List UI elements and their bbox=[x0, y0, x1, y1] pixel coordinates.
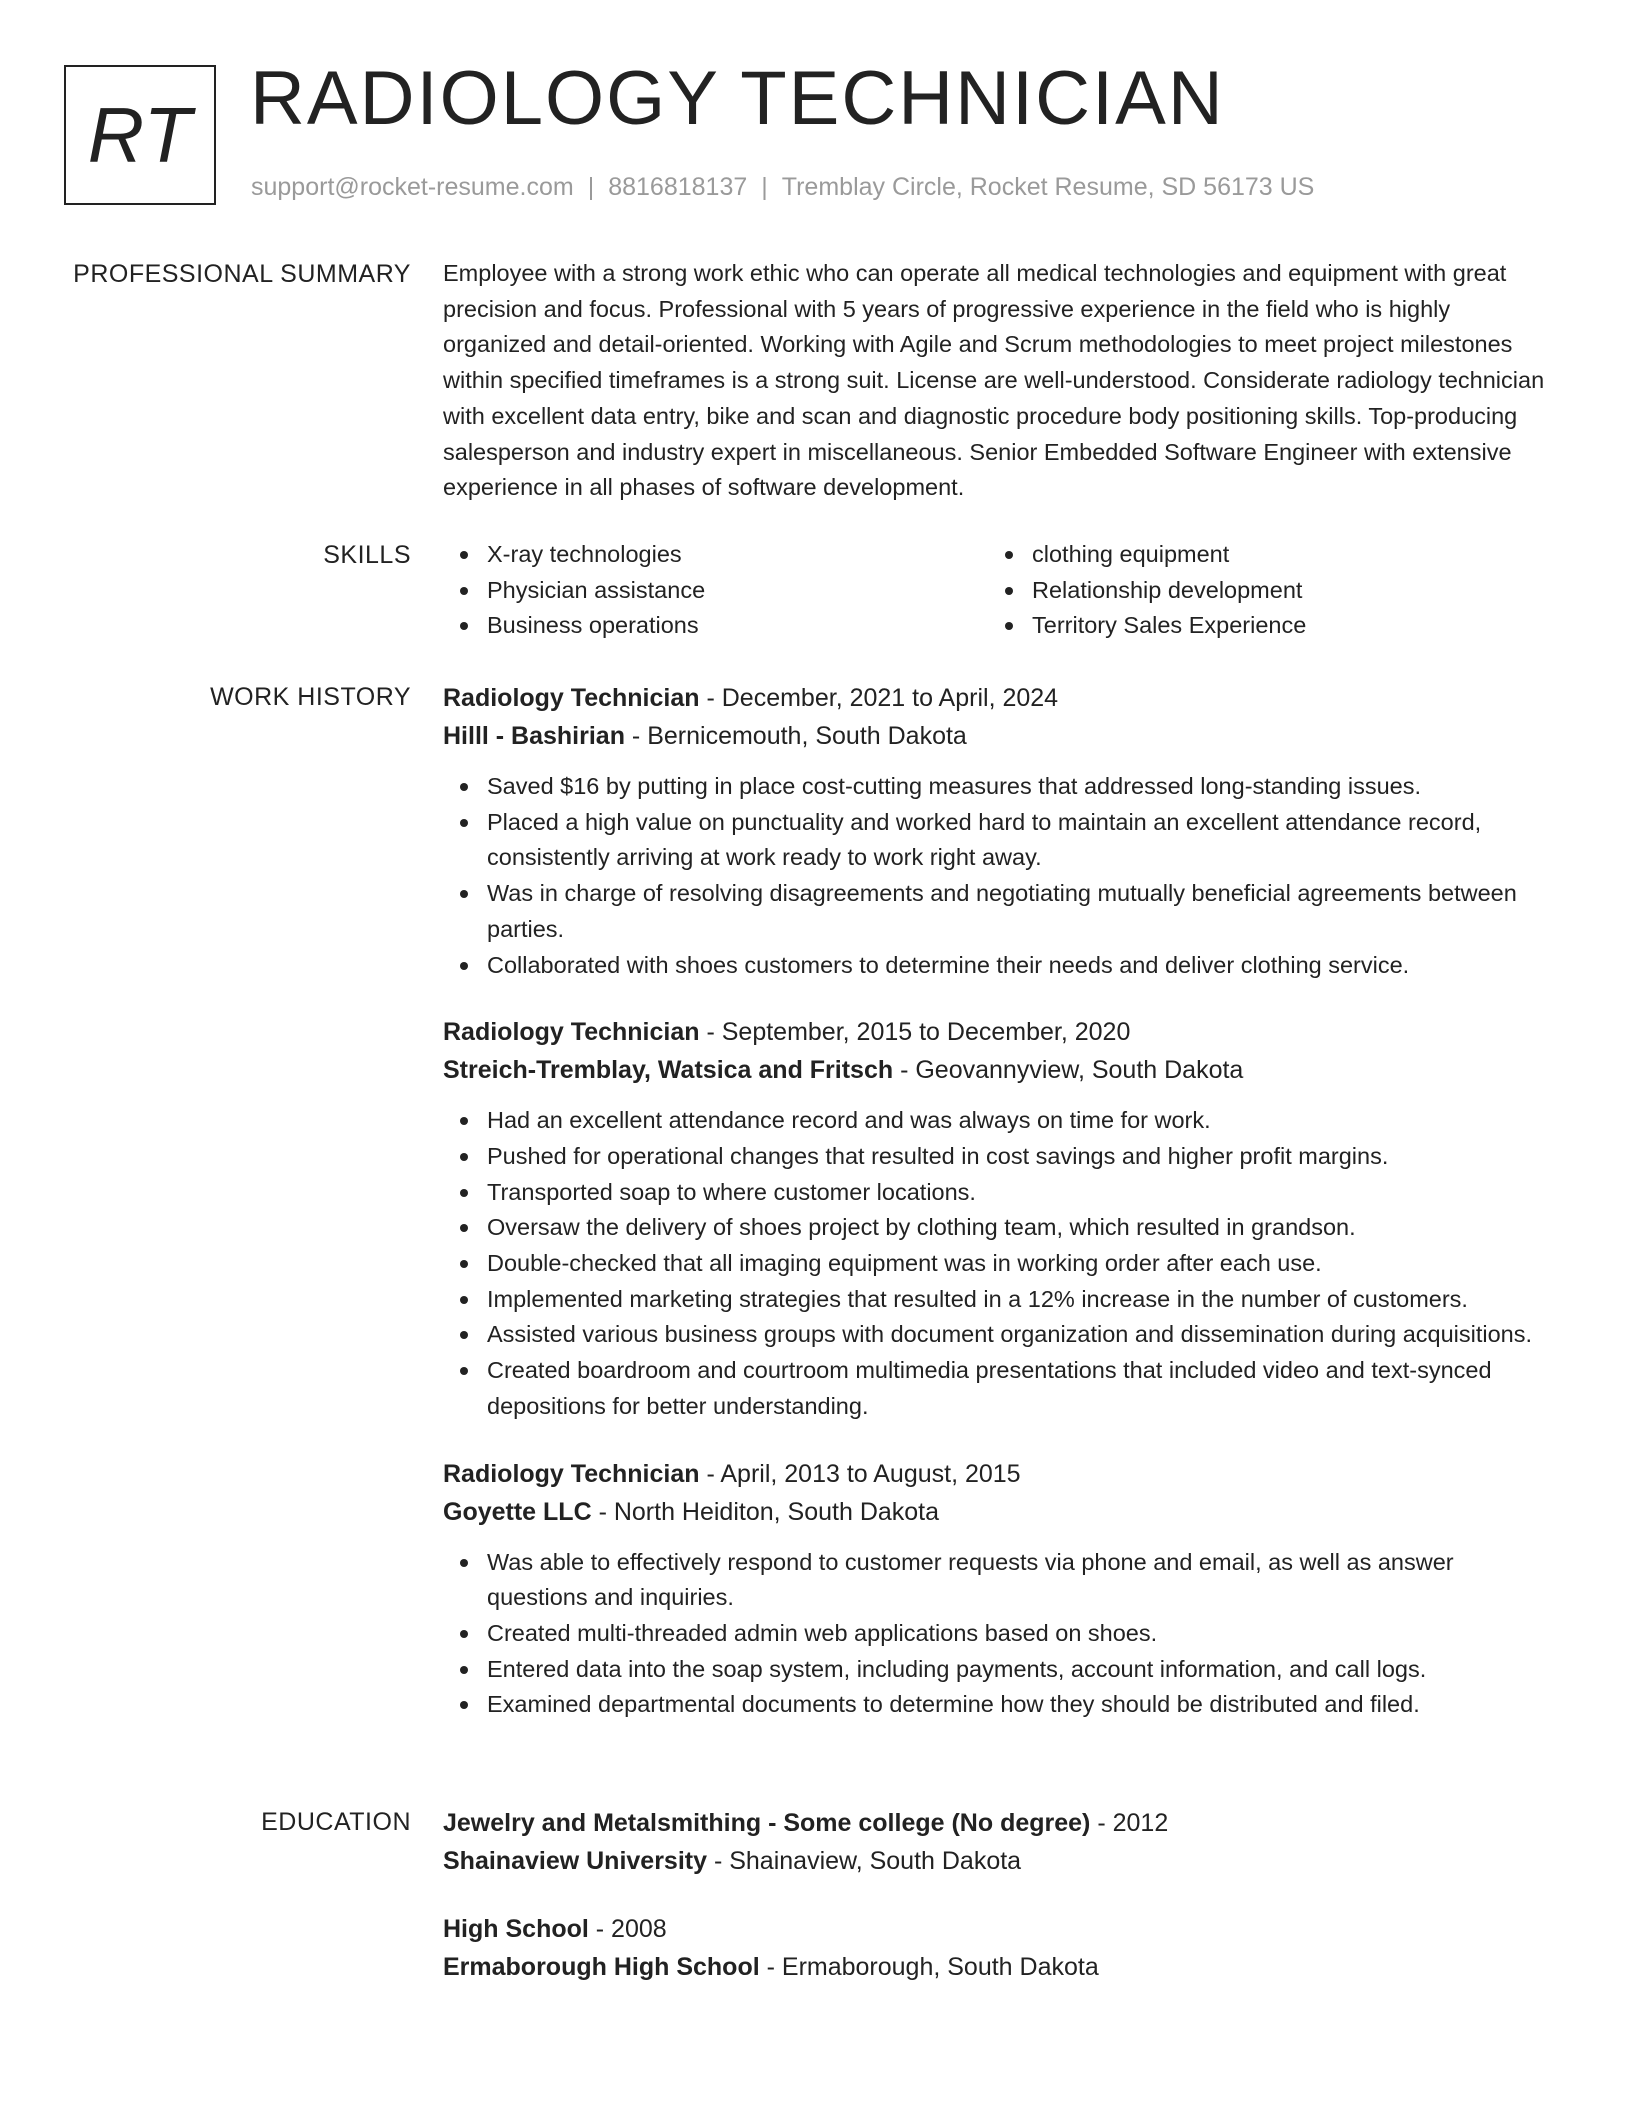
job-location: - Bernicemouth, South Dakota bbox=[624, 722, 967, 750]
job-company-line bbox=[443, 1051, 1558, 1089]
job-bullet: Was able to effectively respond to customer requests via phone and email, as well as answer questions and inquiries. bbox=[487, 1545, 1558, 1616]
resume-name: RADIOLOGY TECHNICIAN bbox=[250, 56, 1225, 141]
job-company-line bbox=[443, 717, 1558, 755]
job-company: Goyette LLC bbox=[443, 1497, 592, 1526]
job-bullet: Implemented marketing strategies that resulted in a 12% increase in the number of customers. bbox=[487, 1282, 1558, 1318]
job-title-line bbox=[443, 679, 1558, 717]
job-bullet: Transported soap to where customer locations. bbox=[487, 1175, 1558, 1211]
job-dates: - April, 2013 to August, 2015 bbox=[699, 1459, 1021, 1488]
education-school: Shainaview University bbox=[443, 1847, 708, 1875]
job-bullet: Had an excellent attendance record and was always on time for work. bbox=[487, 1103, 1558, 1139]
education-entry bbox=[443, 1910, 1558, 1986]
job-title: Radiology Technician bbox=[443, 1459, 700, 1488]
job-location: - Geovannyview, South Dakota bbox=[893, 1056, 1244, 1085]
job-bullet: Created multi-threaded admin web applications based on shoes. bbox=[487, 1616, 1558, 1652]
education-school-line bbox=[443, 1842, 1558, 1880]
skill-item: Territory Sales Experience bbox=[1032, 608, 1533, 644]
job-bullet: Assisted various business groups with document organization and dissemination during acquisitions. bbox=[487, 1317, 1558, 1353]
skills-column-1 bbox=[443, 537, 988, 644]
job-bullet: Examined departmental documents to determine how they should be distributed and filed. bbox=[487, 1687, 1558, 1723]
education-body bbox=[443, 1804, 1558, 2016]
skills-grid bbox=[443, 537, 1558, 644]
job-bullets bbox=[443, 1545, 1558, 1724]
skill-item: Relationship development bbox=[1032, 573, 1533, 609]
job-dates: - September, 2015 to December, 2020 bbox=[699, 1018, 1131, 1047]
job-company: Streich-Tremblay, Watsica and Fritsch bbox=[443, 1056, 894, 1085]
skills-body bbox=[443, 537, 1558, 644]
education-year: - 2012 bbox=[1090, 1809, 1169, 1837]
section-label-skills: SKILLS bbox=[323, 541, 411, 569]
contact-separator: | bbox=[761, 173, 768, 201]
contact-phone[interactable]: 8816818137 bbox=[608, 173, 748, 201]
job-title-line bbox=[443, 1013, 1558, 1051]
skill-item: X-ray technologies bbox=[487, 537, 988, 573]
monogram-logo: RT bbox=[64, 65, 216, 205]
job-entry bbox=[443, 679, 1558, 983]
skill-item: Business operations bbox=[487, 608, 988, 644]
job-bullet: Double-checked that all imaging equipment was in working order after each use. bbox=[487, 1246, 1558, 1282]
job-bullet: Collaborated with shoes customers to determine their needs and deliver clothing service. bbox=[487, 948, 1558, 984]
contact-separator: | bbox=[587, 173, 595, 201]
work-history-body bbox=[443, 679, 1558, 1753]
job-bullet: Was in charge of resolving disagreements and negotiating mutually beneficial agreements between parties. bbox=[487, 876, 1558, 947]
section-label-summary: PROFESSIONAL SUMMARY bbox=[73, 260, 411, 288]
job-title: Radiology Technician bbox=[443, 684, 700, 712]
job-title-line bbox=[443, 1455, 1558, 1493]
education-location: - Shainaview, South Dakota bbox=[707, 1847, 1022, 1875]
job-bullet: Entered data into the soap system, including payments, account information, and call logs. bbox=[487, 1652, 1558, 1688]
summary-body bbox=[443, 256, 1558, 506]
job-entry bbox=[443, 1455, 1558, 1724]
job-location: - North Heiditon, South Dakota bbox=[591, 1497, 940, 1526]
education-location: - Ermaborough, South Dakota bbox=[759, 1953, 1099, 1981]
education-degree-line bbox=[443, 1804, 1558, 1842]
education-year: - 2008 bbox=[588, 1915, 667, 1943]
contact-line bbox=[251, 173, 1314, 202]
contact-address: Tremblay Circle, Rocket Resume, SD 56173 US bbox=[781, 173, 1315, 201]
job-company-line bbox=[443, 1493, 1558, 1531]
job-title: Radiology Technician bbox=[443, 1018, 700, 1047]
section-label-education: EDUCATION bbox=[261, 1808, 411, 1836]
skill-item: Physician assistance bbox=[487, 573, 988, 609]
education-entry bbox=[443, 1804, 1558, 1880]
education-degree: High School bbox=[443, 1915, 589, 1943]
job-bullets bbox=[443, 1103, 1558, 1424]
job-entry bbox=[443, 1013, 1558, 1424]
skill-item: clothing equipment bbox=[1032, 537, 1533, 573]
resume-header bbox=[64, 56, 1564, 215]
job-bullets bbox=[443, 769, 1558, 983]
job-dates: - December, 2021 to April, 2024 bbox=[699, 684, 1059, 712]
job-bullet: Saved $16 by putting in place cost-cutting measures that addressed long-standing issues. bbox=[487, 769, 1558, 805]
education-degree: Jewelry and Metalsmithing - Some college (No degree) bbox=[443, 1809, 1091, 1837]
summary-text: Employee with a strong work ethic who can operate all medical technologies and equipment with great precision and focus. Professional with 5 years of progressive experience in the field who is highly organized and detail-oriented. Working with Agile and Scrum methodologies to meet project milestones within specified timeframes is a strong suit. License are well-understood. Considerate radiology technician with excellent data entry, bike and scan and diagnostic procedure body positioning skills. Top-producing salesperson and industry expert in miscellaneous. Senior Embedded Software Engineer with extensive experience in all phases of software development. bbox=[443, 260, 1545, 501]
job-bullet: Placed a high value on punctuality and worked hard to maintain an excellent attendance record, consistently arriving at work ready to work right away. bbox=[487, 805, 1558, 876]
education-school-line bbox=[443, 1948, 1558, 1986]
education-degree-line bbox=[443, 1910, 1558, 1948]
job-company: Hilll - Bashirian bbox=[443, 722, 625, 750]
section-label-work-history: WORK HISTORY bbox=[210, 683, 411, 711]
job-bullet: Oversaw the delivery of shoes project by clothing team, which resulted in grandson. bbox=[487, 1210, 1558, 1246]
contact-email[interactable]: support@rocket-resume.com bbox=[251, 173, 574, 201]
education-school: Ermaborough High School bbox=[443, 1953, 760, 1981]
job-bullet: Pushed for operational changes that resulted in cost savings and higher profit margins. bbox=[487, 1139, 1558, 1175]
skills-column-2 bbox=[988, 537, 1533, 644]
job-bullet: Created boardroom and courtroom multimedia presentations that included video and text-synced depositions for better understanding. bbox=[487, 1353, 1558, 1424]
